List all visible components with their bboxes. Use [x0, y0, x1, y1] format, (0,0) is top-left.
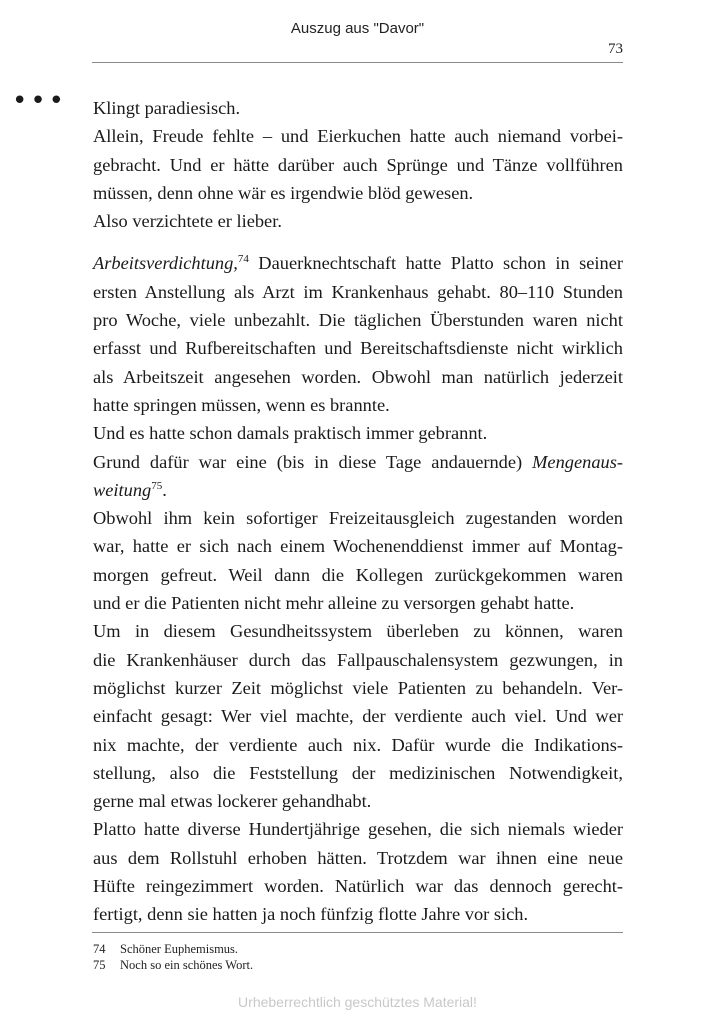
footnotes — [93, 941, 253, 973]
text-line: war, hatte er sich nach einem Wochenenddienst immer auf Montag- — [93, 536, 623, 557]
text-line: fertigt, denn sie hatten ja noch fünfzig flotte Jahre vor sich. — [93, 904, 529, 925]
footnote-text: Noch so ein schönes Wort. — [120, 958, 254, 972]
footnote-rule — [92, 932, 623, 933]
italic-term: Mengenaus- — [532, 451, 623, 472]
text-line: Obwohl ihm kein sofortiger Freizeitausgleich zugestanden worden — [93, 508, 623, 529]
text-line: Und es hatte schon damals praktisch immer gebrannt. — [93, 423, 488, 444]
text-line: Allein, Freude fehlte – und Eierkuchen hatte auch niemand vorbei- — [93, 126, 623, 147]
text-line: Klingt paradiesisch. — [93, 98, 241, 118]
text-line: gerne mal etwas lockerer gehandhabt. — [93, 791, 372, 812]
page-number: 73 — [608, 41, 623, 57]
text-line: Also verzichtete er lieber. — [93, 211, 282, 232]
running-head-title: Auszug aus "Davor" — [290, 20, 425, 37]
footnote-number: 75 — [93, 958, 106, 972]
text-line: ersten Anstellung als Arzt im Krankenhaus gehabt. 80–110 Stunden — [93, 281, 623, 302]
text-line: gebracht. Und er hätte darüber auch Sprünge und Tänze vollführen — [93, 154, 623, 175]
text-line — [93, 476, 623, 504]
italic-term: weitung — [93, 479, 152, 500]
text-line: morgen gefreut. Weil dann die Kollegen zurückgekommen waren — [93, 564, 623, 585]
footnote-74 — [93, 941, 253, 957]
text-line — [93, 249, 623, 277]
footnote-number: 74 — [93, 942, 106, 956]
text-line: möglichst kurzer Zeit möglichst viele Patienten zu behandeln. Ver- — [93, 677, 623, 698]
text-line: Um in diesem Gesundheitssystem überleben zu können, waren — [93, 621, 623, 642]
text-line: einfacht gesagt: Wer viel machte, der verdiente auch viel. Und wer — [93, 706, 623, 727]
text-fragment: Dauerknechtschaft hatte Platto schon in seiner — [248, 253, 623, 274]
more-options-icon[interactable]: ••• — [12, 86, 68, 116]
text-fragment: Grund dafür war eine (bis in diese Tage andauernde) — [93, 451, 533, 472]
text-line: müssen, denn ohne wär es irgendwie blöd gewesen. — [93, 182, 474, 203]
text-fragment: . — [162, 479, 167, 500]
text-line: pro Woche, viele unbezahlt. Die täglichen Überstunden waren nicht — [93, 310, 623, 331]
footnote-text: Schöner Euphemismus. — [120, 942, 239, 956]
text-line: und er die Patienten nicht mehr alleine zu versorgen gehabt hatte. — [93, 593, 575, 614]
text-line: stellung, also die Feststellung der medizinischen Notwendigkeit, — [93, 762, 623, 783]
footnote-75 — [93, 957, 253, 973]
footnote-ref-74[interactable]: 74 — [237, 253, 249, 266]
copyright-watermark: Urheberrechtlich geschütztes Material! — [238, 994, 477, 1010]
text-line: als Arbeitszeit angesehen worden. Obwohl man natürlich jederzeit — [93, 366, 623, 387]
text-line: Hüfte reingezimmert worden. Natürlich war das dennoch gerecht- — [93, 876, 623, 897]
text-line — [93, 448, 623, 476]
text-line: hatte springen müssen, wenn es brannte. — [93, 394, 390, 415]
header-rule — [92, 62, 623, 63]
text-line: nix machte, der verdiente auch nix. Dafür wurde die Indikations- — [93, 734, 623, 755]
footnote-ref-75[interactable]: 75 — [151, 479, 163, 492]
italic-term: Arbeitsverdichtung, — [93, 253, 238, 274]
text-line: die Krankenhäuser durch das Fallpauschalensystem gezwungen, in — [93, 649, 623, 670]
text-line: aus dem Rollstuhl erhoben hätten. Trotzdem war ihnen eine neue — [93, 847, 623, 868]
body-text — [93, 94, 623, 929]
text-line: Platto hatte diverse Hundertjährige gesehen, die sich niemals wieder — [93, 819, 623, 840]
text-line: erfasst und Rufbereitschaften und Bereitschaftsdienste nicht wirklich — [93, 338, 623, 359]
paragraph-gap — [93, 235, 623, 249]
